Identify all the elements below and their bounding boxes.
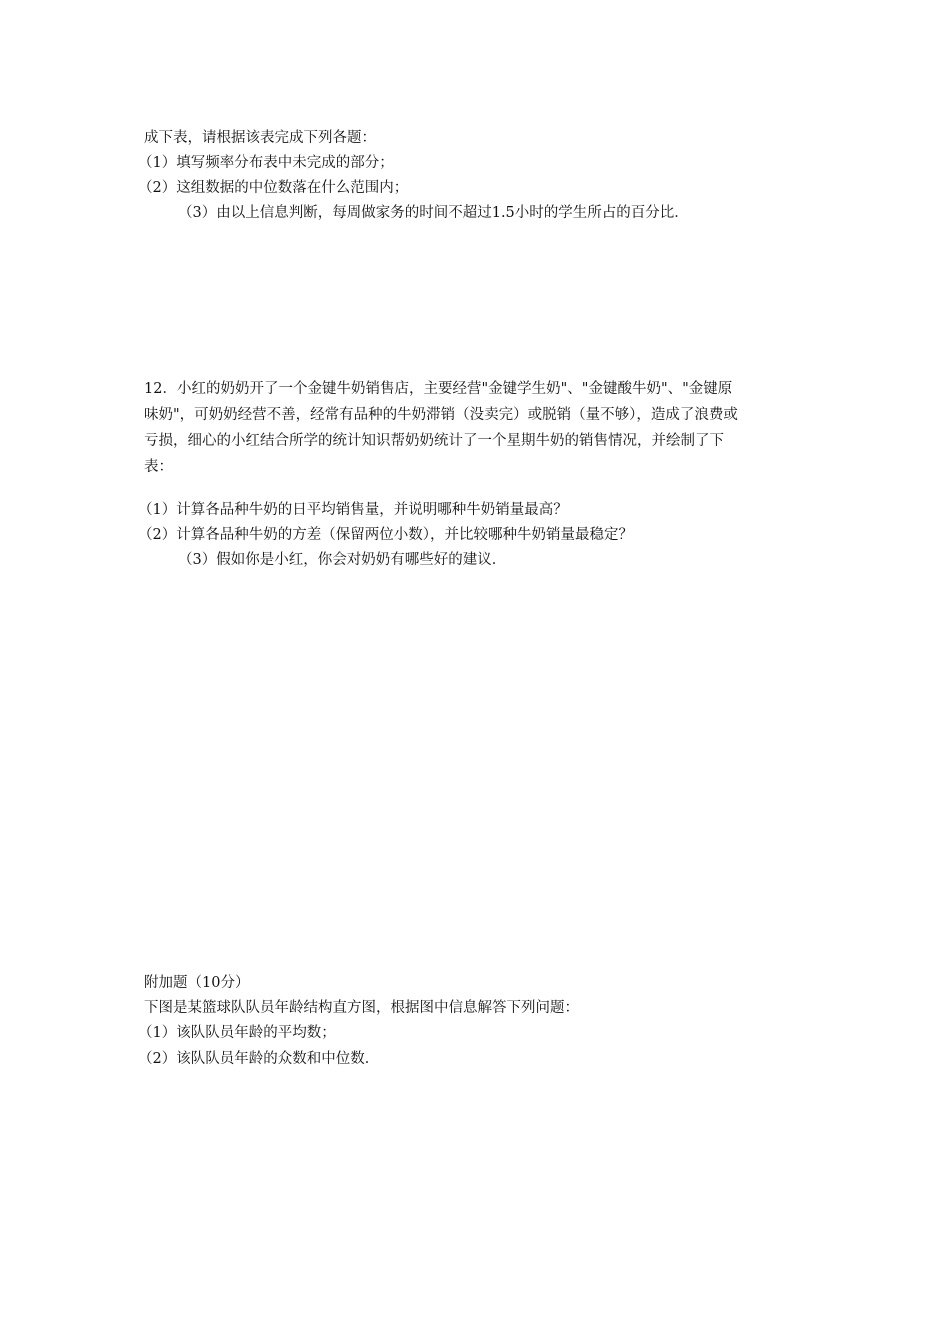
section1-question-1: （1）填写频率分布表中未完成的部分； — [138, 155, 394, 171]
problem12-line-2: 味奶"，可奶奶经营不善，经常有品种的牛奶滞销（没卖完）或脱销（量不够），造成了浪费或 — [144, 407, 738, 423]
problem12-question-3: （3）假如你是小红，你会对奶奶有哪些好的建议． — [178, 552, 507, 568]
problem12-line-4: 表： — [144, 459, 173, 475]
bonus-intro: 下图是某篮球队队员年龄结构直方图，根据图中信息解答下列问题： — [144, 1000, 579, 1016]
section1-intro: 成下表，请根据该表完成下列各题： — [144, 130, 376, 146]
problem12-question-2: （2）计算各品种牛奶的方差（保留两位小数），并比较哪种牛奶销量最稳定？ — [138, 527, 633, 543]
bonus-question-1: （1）该队队员年龄的平均数； — [138, 1025, 336, 1041]
bonus-question-2: （2）该队队员年龄的众数和中位数． — [138, 1051, 380, 1067]
section1-question-2: （2）这组数据的中位数落在什么范围内； — [138, 180, 409, 196]
bonus-title: 附加题（10分） — [144, 975, 250, 991]
section1-question-3: （3）由以上信息判断，每周做家务的时间不超过1.5小时的学生所占的百分比． — [178, 205, 689, 221]
problem12-line-1: 12．小红的奶奶开了一个金键牛奶销售店，主要经营"金键学生奶"、"金键酸牛奶"、"金键原 — [144, 381, 733, 397]
problem12-line-3: 亏损，细心的小红结合所学的统计知识帮奶奶统计了一个星期牛奶的销售情况，并绘制了下 — [144, 433, 724, 449]
problem12-question-1: （1）计算各品种牛奶的日平均销售量，并说明哪种牛奶销量最高？ — [138, 502, 568, 518]
